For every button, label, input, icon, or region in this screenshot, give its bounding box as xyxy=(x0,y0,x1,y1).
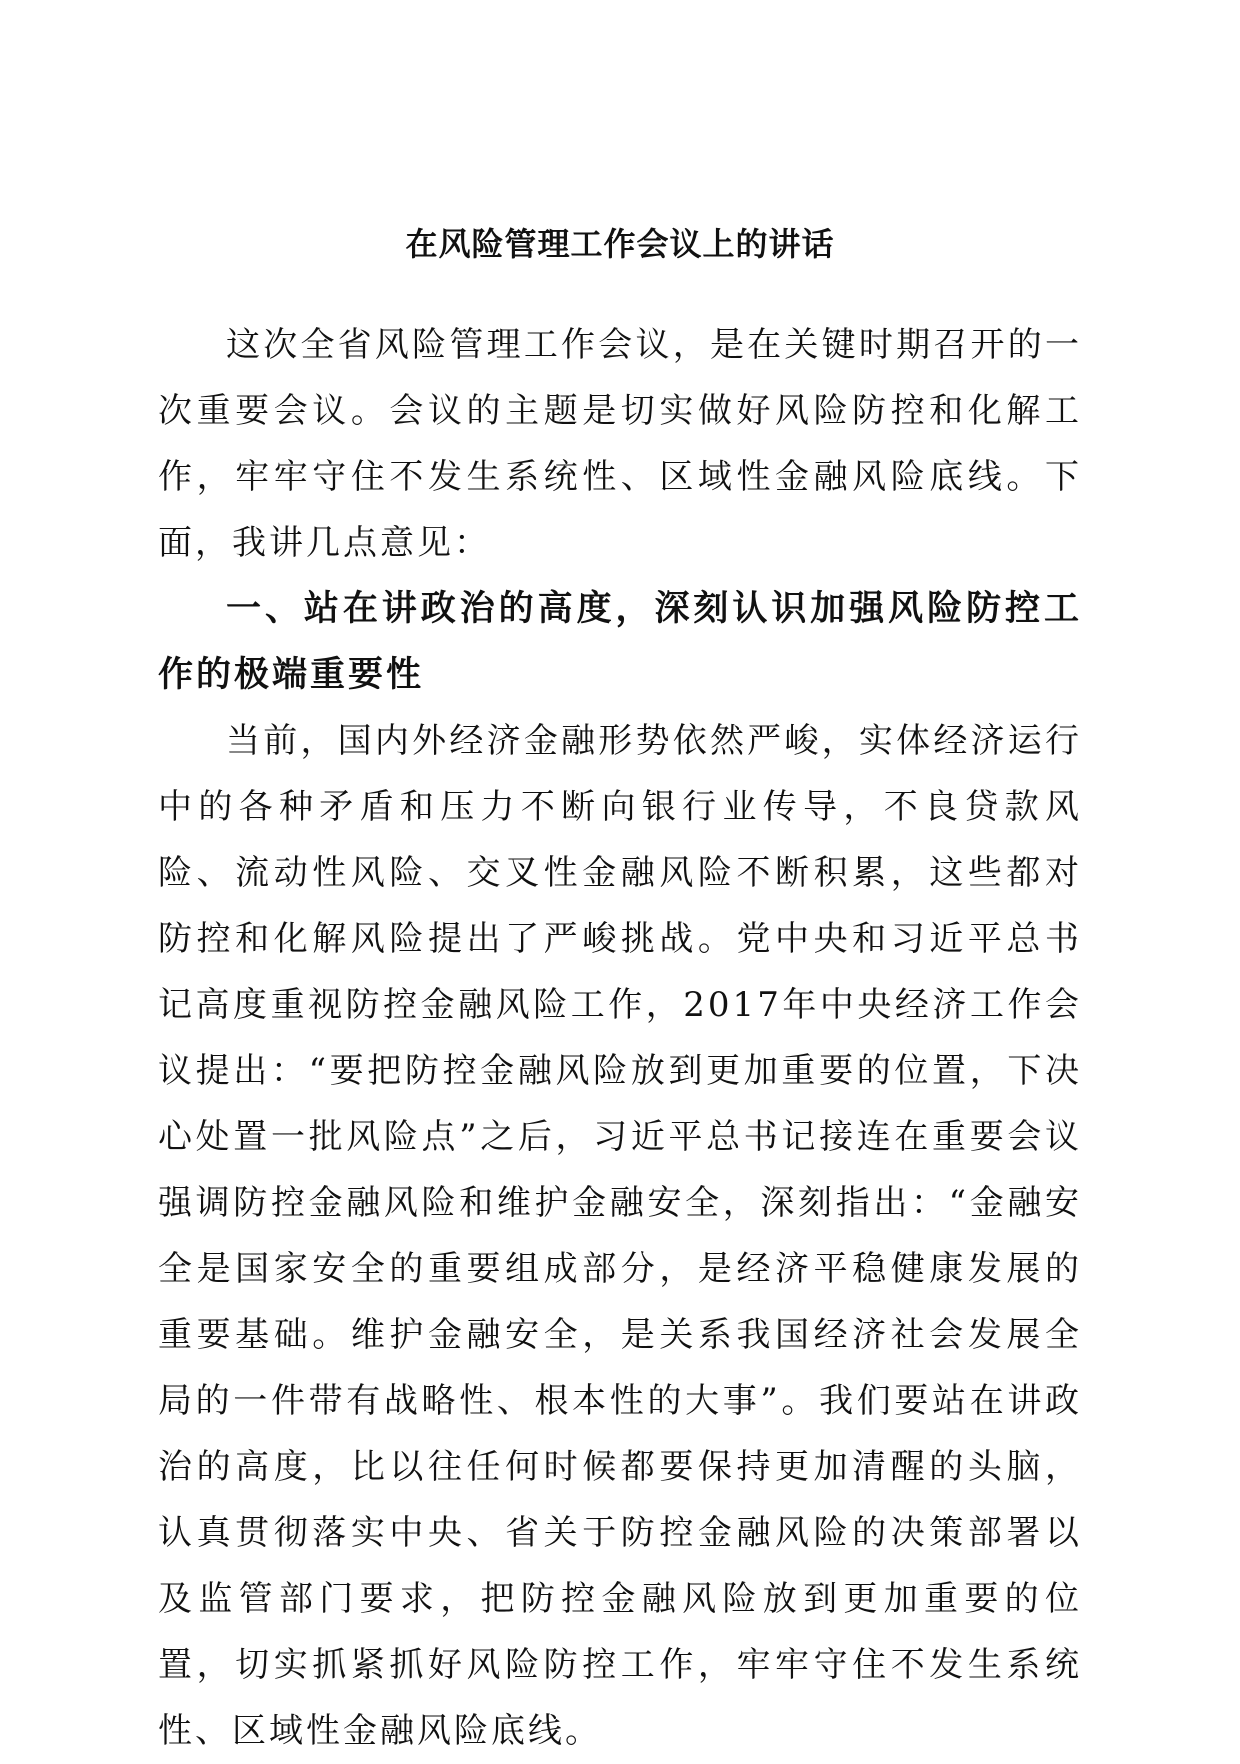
document-body xyxy=(158,312,1082,1764)
section-1-paragraph: 当前，国内外经济金融形势依然严峻，实体经济运行中的各种矛盾和压力不断向银行业传导，不良贷款风险、流动性风险、交叉性金融风险不断积累，这些都对防控和化解风险提出了严峻挑战。党中央和习近平总书记高度重视防控金融风险工作，2017年中央经济工作会议提出：“要把防控金融风险放到更加重要的位置，下决心处置一批风险点”之后，习近平总书记接连在重要会议强调防控金融风险和维护金融安全，深刻指出：“金融安全是国家安全的重要组成部分，是经济平稳健康发展的重要基础。维护金融安全，是关系我国经济社会发展全局的一件带有战略性、根本性的大事”。我们要站在讲政治的高度，比以往任何时候都要保持更加清醒的头脑，认真贯彻落实中央、省关于防控金融风险的决策部署以及监管部门要求，把防控金融风险放到更加重要的位置，切实抓紧抓好风险防控工作，牢牢守住不发生系统性、区域性金融风险底线。 xyxy=(158,721,1082,1751)
document-title: 在风险管理工作会议上的讲话 xyxy=(405,225,835,263)
intro-paragraph: 这次全省风险管理工作会议，是在关键时期召开的一次重要会议。会议的主题是切实做好风险防控和化解工作，牢牢守住不发生系统性、区域性金融风险底线。下面，我讲几点意见： xyxy=(158,325,1082,563)
section-1-heading: 一、站在讲政治的高度，深刻认识加强风险防控工作的极端重要性 xyxy=(158,589,1082,695)
